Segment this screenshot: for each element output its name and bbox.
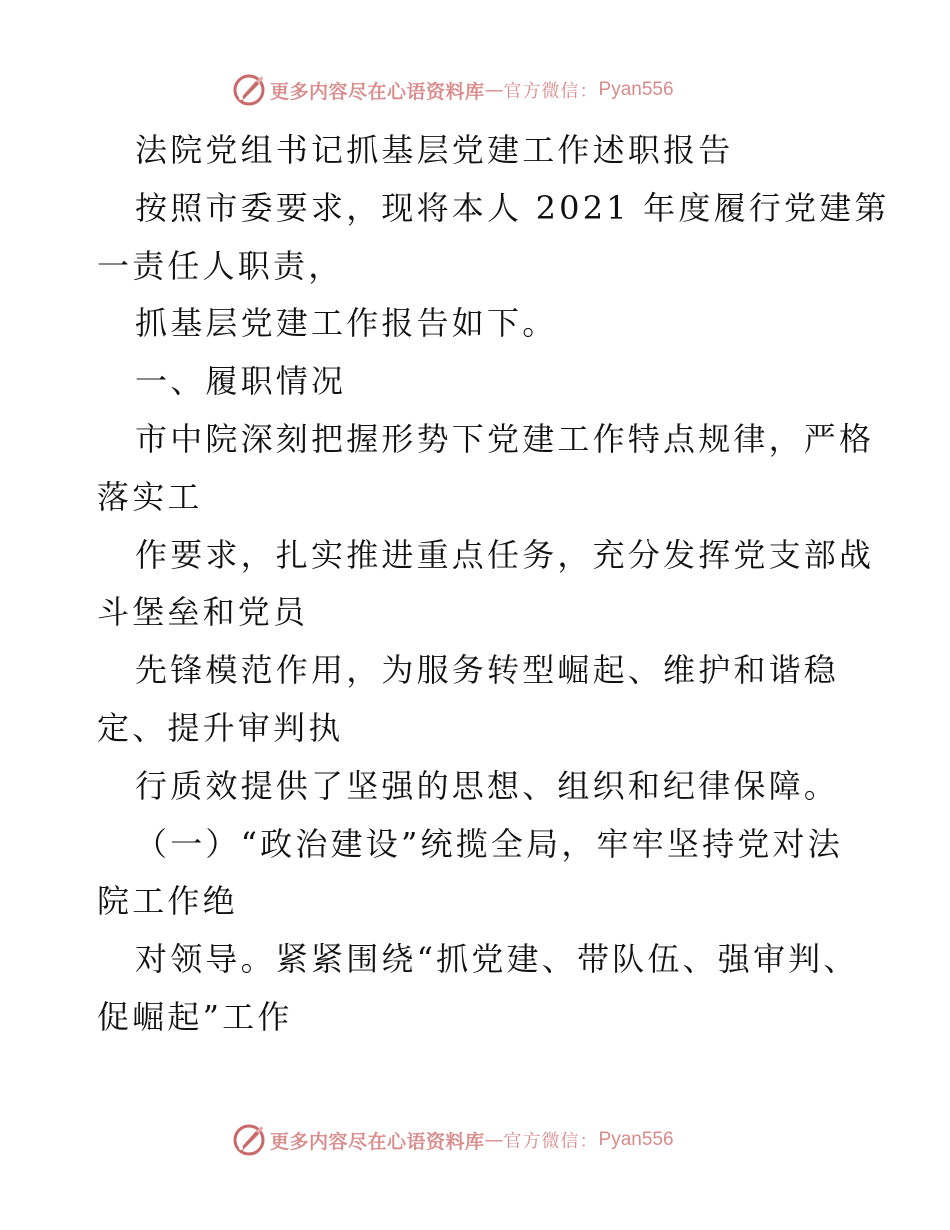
paragraph-line: 斗堡垒和党员 xyxy=(97,593,309,632)
paragraph-line: 按照市委要求，现将本人 2021 年度履行党建第 xyxy=(135,188,890,227)
quill-pen-logo-icon xyxy=(232,73,266,107)
watermark-dash: — xyxy=(484,1129,504,1151)
paragraph-line: 院工作绝 xyxy=(97,882,238,921)
watermark-official-label: 官方微信： xyxy=(503,1131,599,1152)
paragraph-line: 对领导。紧紧围绕“抓党建、带队伍、强审判、 xyxy=(135,940,859,979)
document-title: 法院党组书记抓基层党建工作述职报告 xyxy=(135,131,734,169)
header-watermark xyxy=(232,70,674,110)
document-body xyxy=(97,122,890,1047)
paragraph-line: 行质效提供了坚强的思想、组织和纪律保障。 xyxy=(135,766,840,805)
paragraph-line: 作要求，扎实推进重点任务，充分发挥党支部战 xyxy=(135,535,875,574)
watermark-text: 更多内容尽在心语资料库 xyxy=(270,1130,485,1153)
paragraph-line: 落实工 xyxy=(97,477,203,516)
paragraph-line: 定、提升审判执 xyxy=(97,708,344,747)
watermark-wechat-id: Pyan556 xyxy=(598,79,674,100)
paragraph-line: 一责任人职责， xyxy=(97,246,344,285)
paragraph-line: 市中院深刻把握形势下党建工作特点规律，严格 xyxy=(135,419,875,458)
section-heading: 一、履职情况 xyxy=(135,362,347,401)
watermark-text: 更多内容尽在心语资料库 xyxy=(270,80,485,103)
watermark-wechat-id: Pyan556 xyxy=(598,1129,674,1150)
footer-watermark xyxy=(232,1120,674,1160)
watermark-official-label: 官方微信： xyxy=(503,81,599,102)
paragraph-line: 促崛起”工作 xyxy=(97,997,293,1036)
watermark-dash: — xyxy=(484,79,504,101)
paragraph-line: 抓基层党建工作报告如下。 xyxy=(135,304,558,343)
subsection-heading: （一）“政治建设”统揽全局，牢牢坚持党对法 xyxy=(135,824,843,863)
paragraph-line: 先锋模范作用，为服务转型崛起、维护和谐稳 xyxy=(135,651,840,690)
quill-pen-logo-icon xyxy=(232,1123,266,1157)
